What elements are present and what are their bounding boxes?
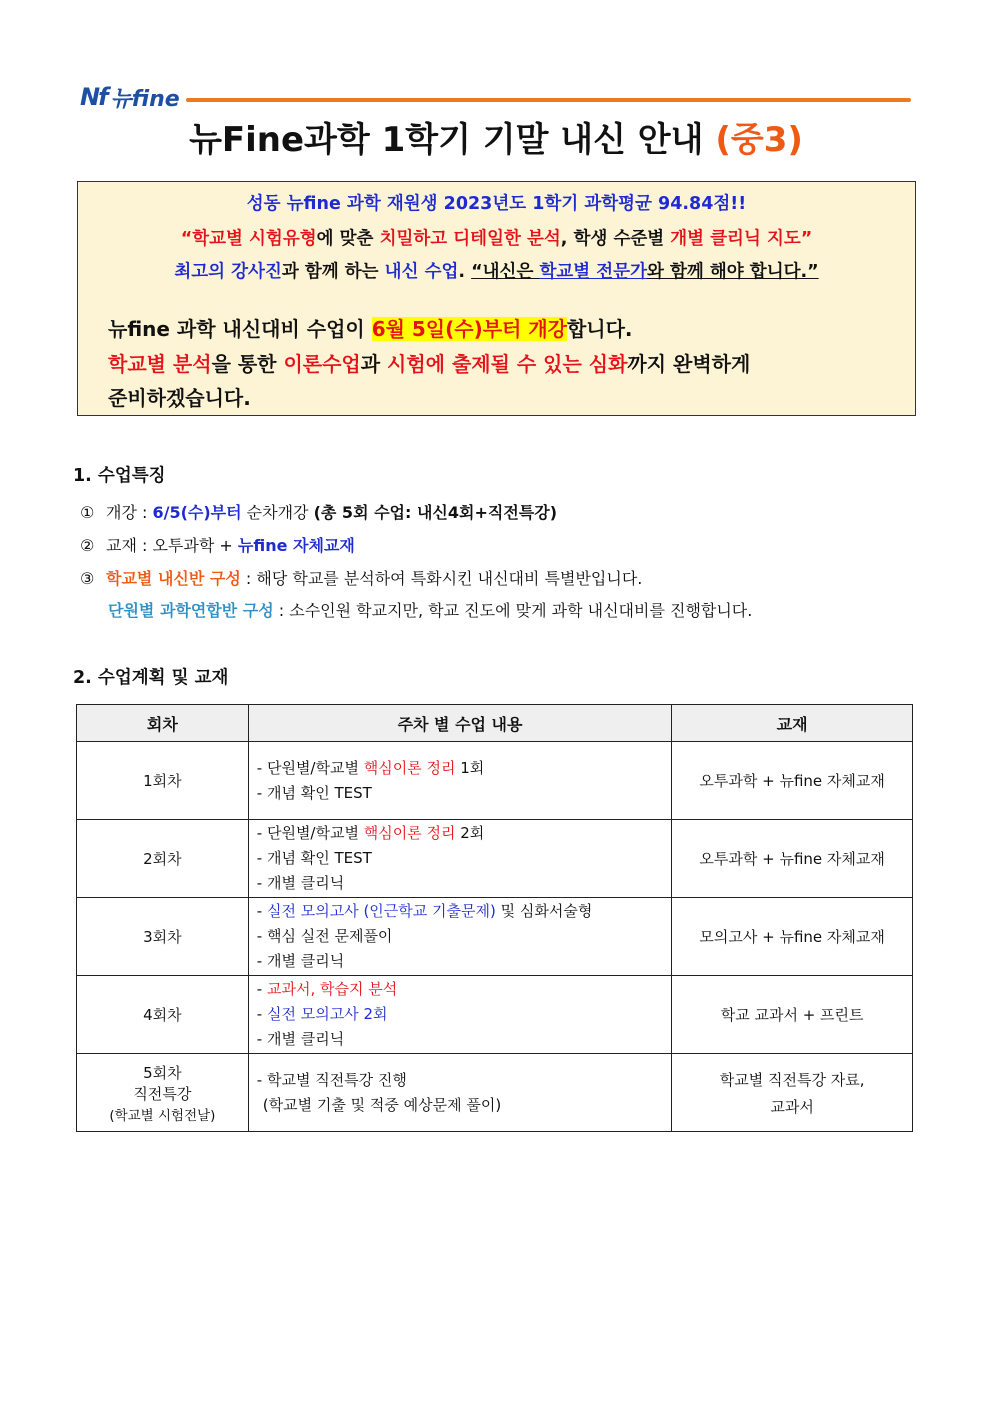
notice-line-3 <box>78 258 915 283</box>
notice-box <box>77 181 916 416</box>
notice-text: , 학생 수준별 <box>560 229 671 249</box>
content-cell <box>248 820 671 898</box>
item-text: 순차개강 <box>241 503 314 522</box>
notice-text: 치밀하고 디테일한 분석 <box>379 229 561 249</box>
book-cell: 오투과학 + 뉴fine 자체교재 <box>672 742 913 820</box>
item-number: ① <box>80 503 95 522</box>
page-title <box>0 112 992 161</box>
content-line: - 개념 확인 TEST <box>256 783 372 802</box>
item-bold: (총 5회 수업: 내신4회+직전특강) <box>313 503 558 522</box>
content-highlight: 실전 모의고사 (인근학교 기출문제) <box>266 902 496 920</box>
logo-mark: Nf <box>80 83 107 111</box>
book-cell: 오투과학 + 뉴fine 자체교재 <box>672 820 913 898</box>
content-line: - 개별 클리닉 <box>256 1030 345 1048</box>
notice-text: 와 함께 해야 합니다.” <box>646 262 819 282</box>
book-line: 학교별 직전특강 자료, <box>719 1070 865 1089</box>
table-row <box>77 976 913 1054</box>
content-line: - 개별 클리닉 <box>256 952 345 970</box>
content-line: - 개별 클리닉 <box>256 874 345 892</box>
notice-text: 을 통한 <box>211 352 284 376</box>
content-highlight: 실전 모의고사 2회 <box>266 1005 388 1023</box>
notice-text: 학교별 전문가 <box>539 262 647 282</box>
notice-text: 최고의 강사진 <box>174 262 282 282</box>
content-line <box>257 977 671 1002</box>
table-row <box>77 898 913 976</box>
feature-item <box>108 598 752 621</box>
book-line: 교과서 <box>770 1097 814 1116</box>
title-main: 뉴Fine과학 1학기 기말 내신 안내 <box>189 120 716 160</box>
content-text: 2회 <box>455 824 485 842</box>
content-line <box>257 821 671 846</box>
notice-text: 에 맞춘 <box>316 229 380 249</box>
session-cell: 2회차 <box>77 820 249 898</box>
feature-item <box>80 533 355 556</box>
item-text: : 해당 학교를 분석하여 특화시킨 내신대비 특별반입니다. <box>240 569 643 588</box>
notice-text: 합니다. <box>566 317 633 341</box>
item-highlight: 6/5(수)부터 <box>152 503 242 522</box>
book-cell: 학교 교과서 + 프린트 <box>672 976 913 1054</box>
notice-text: “내신은 <box>471 262 540 282</box>
session-label: 5회차 <box>143 1063 182 1082</box>
notice-body-1 <box>108 313 908 342</box>
header-book: 교재 <box>672 705 913 742</box>
content-cell <box>248 976 671 1054</box>
content-cell <box>248 742 671 820</box>
notice-text: . <box>458 262 472 282</box>
item-number: ③ <box>80 569 95 588</box>
book-cell: 모의고사 + 뉴fine 자체교재 <box>672 898 913 976</box>
table-row <box>77 742 913 820</box>
content-line <box>257 899 671 924</box>
notice-highlight: 6월 5일(수)부터 개강 <box>371 317 567 341</box>
item-number: ② <box>80 536 95 555</box>
content-text: 및 심화서술형 <box>495 902 593 920</box>
content-highlight: 핵심이론 정리 <box>363 758 456 777</box>
content-text: - <box>256 902 267 920</box>
item-highlight: 학교별 내신반 구성 <box>106 569 241 588</box>
notice-text: 내신 수업 <box>384 262 459 282</box>
session-cell: 3회차 <box>77 898 249 976</box>
notice-text: 과 <box>360 352 388 376</box>
content-line: - 학교별 직전특강 진행 <box>256 1070 407 1089</box>
content-line: - 핵심 실전 문제풀이 <box>256 927 393 945</box>
logo-text: 뉴fine <box>110 86 180 112</box>
table-row <box>77 820 913 898</box>
session-cell: 4회차 <box>77 976 249 1054</box>
item-text: : 소수인원 학교지만, 학교 진도에 맞게 과학 내신대비를 진행합니다. <box>273 601 753 620</box>
content-line <box>257 756 671 781</box>
notice-line-1: 성동 뉴fine 과학 재원생 2023년도 1학기 과학평균 94.84점!! <box>246 194 747 214</box>
quote-close: ” <box>800 229 813 249</box>
content-text: - <box>256 980 267 998</box>
feature-item <box>80 500 557 523</box>
content-line: - 개념 확인 TEST <box>256 849 372 867</box>
content-line <box>257 1002 671 1027</box>
content-text: - <box>256 1005 267 1023</box>
item-highlight: 단원별 과학연합반 구성 <box>108 601 274 620</box>
title-grade: (중3) <box>715 120 803 160</box>
header-content: 주차 별 수업 내용 <box>248 705 671 742</box>
content-cell <box>248 1054 671 1132</box>
item-label: 개강 : <box>106 503 153 522</box>
notice-line-2 <box>78 225 915 250</box>
section-2-title: 2. 수업계획 및 교재 <box>73 668 229 688</box>
notice-text: 학교별 분석 <box>108 352 212 376</box>
content-text: - 단원별/학교별 <box>256 824 364 842</box>
session-cell <box>77 1054 249 1132</box>
session-note: (학교별 시험전날) <box>109 1107 216 1124</box>
session-cell: 1회차 <box>77 742 249 820</box>
table-header-row <box>77 705 913 742</box>
item-highlight: 뉴fine 자체교재 <box>237 536 355 555</box>
notice-text: 과 함께 하는 <box>281 262 385 282</box>
content-line: (학교별 기출 및 적중 예상문제 풀이) <box>262 1095 502 1114</box>
notice-body-2 <box>108 348 908 377</box>
content-cell <box>248 898 671 976</box>
book-cell <box>672 1054 913 1132</box>
section-1-title: 1. 수업특징 <box>73 466 166 486</box>
notice-text: 까지 완벽하게 <box>627 352 751 376</box>
notice-text: 뉴fine 과학 내신대비 수업이 <box>108 317 372 341</box>
session-sub: 직전특강 <box>133 1084 192 1103</box>
content-text: 1회 <box>455 758 485 777</box>
item-label: 교재 : 오투과학 + <box>106 536 238 555</box>
plan-table <box>76 704 913 1132</box>
notice-text: 개별 클리닉 지도 <box>670 229 801 249</box>
logo <box>80 80 180 114</box>
content-highlight: 교과서, 학습지 분석 <box>266 980 398 998</box>
notice-body-3: 준비하겠습니다. <box>108 386 251 410</box>
notice-text: 학교별 시험유형 <box>192 229 317 249</box>
content-text: - 단원별/학교별 <box>256 758 364 777</box>
feature-item <box>80 566 642 589</box>
quote-open: “ <box>180 229 193 249</box>
header-session: 회차 <box>77 705 249 742</box>
table-row <box>77 1054 913 1132</box>
notice-text: 시험에 출제될 수 있는 심화 <box>387 352 628 376</box>
header-divider <box>186 98 911 102</box>
content-highlight: 핵심이론 정리 <box>363 824 456 842</box>
notice-text: 이론수업 <box>283 352 361 376</box>
